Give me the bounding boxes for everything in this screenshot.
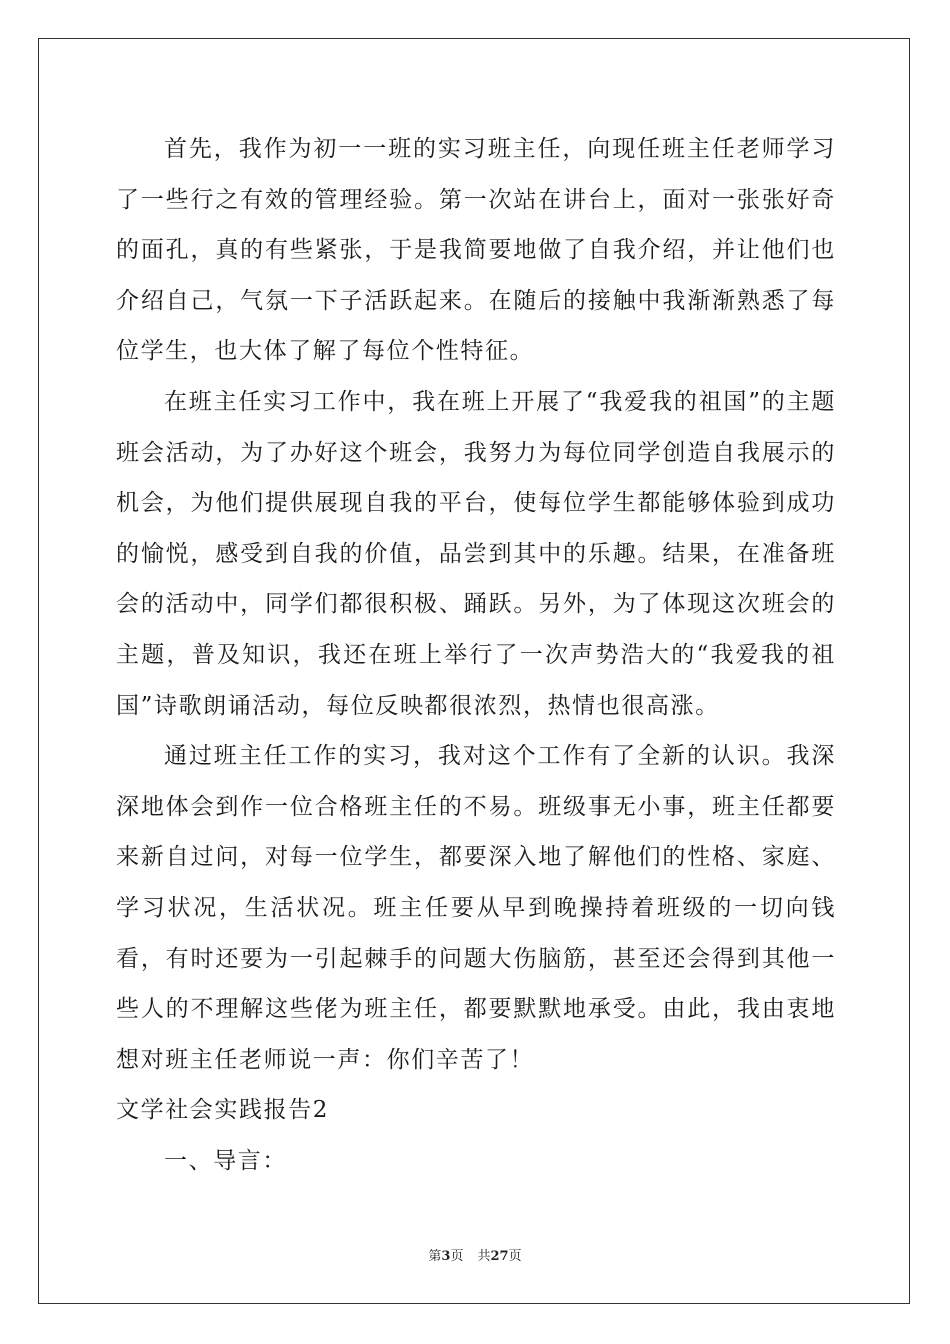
- page-footer: [0, 1248, 950, 1266]
- total-label-suffix: 页: [508, 1249, 522, 1264]
- section-title: 文学社会实践报告2: [116, 1097, 330, 1124]
- paragraph-2: 在班主任实习工作中，我在班上开展了“我爱我的祖国”的主题班会活动，为了办好这个班会，我努力为每位同学创造自我展示的机会，为他们提供展现自我的平台，使每位学生都能够体验到成功的愉悦，感受到自我的价值，品尝到其中的乐趣。结果，在准备班会的活动中，同学们都很积极、踊跃。另外，为了体现这次班会的主题，普及知识，我还在班上举行了一次声势浩大的“我爱我的祖国”诗歌朗诵活动，每位反映都很浓烈，热情也很高涨。: [116, 388, 836, 719]
- page-label-suffix: 页: [450, 1249, 464, 1264]
- page-label-prefix: 第: [428, 1249, 442, 1264]
- paragraph-3: 通过班主任工作的实习，我对这个工作有了全新的认识。我深深地体会到作一位合格班主任的不易。班级事无小事，班主任都要来新自过问，对每一位学生，都要深入地了解他们的性格、家庭、学习状况，生活状况。班主任要从早到晚操持着班级的一切向钱看，有时还要为一引起棘手的问题大伤脑筋，甚至还会得到其他一些人的不理解这些佬为班主任，都要默默地承受。由此，我由衷地想对班主任老师说一声：你们辛苦了！: [116, 743, 836, 1073]
- subsection-title: 一、导言：: [164, 1147, 287, 1174]
- paragraph-1: 首先，我作为初一一班的实习班主任，向现任班主任老师学习了一些行之有效的管理经验。第一次站在讲台上，面对一张张好奇的面孔，真的有些紧张，于是我简要地做了自我介绍，并让他们也介绍自己，气氛一下子活跃起来。在随后的接触中我渐渐熟悉了每位学生，也大体了解了每位个性特征。: [116, 136, 836, 365]
- total-label-prefix: 共: [477, 1249, 491, 1264]
- page-number: 3: [441, 1249, 451, 1264]
- document-body: [116, 124, 836, 1186]
- total-pages: 27: [490, 1249, 509, 1264]
